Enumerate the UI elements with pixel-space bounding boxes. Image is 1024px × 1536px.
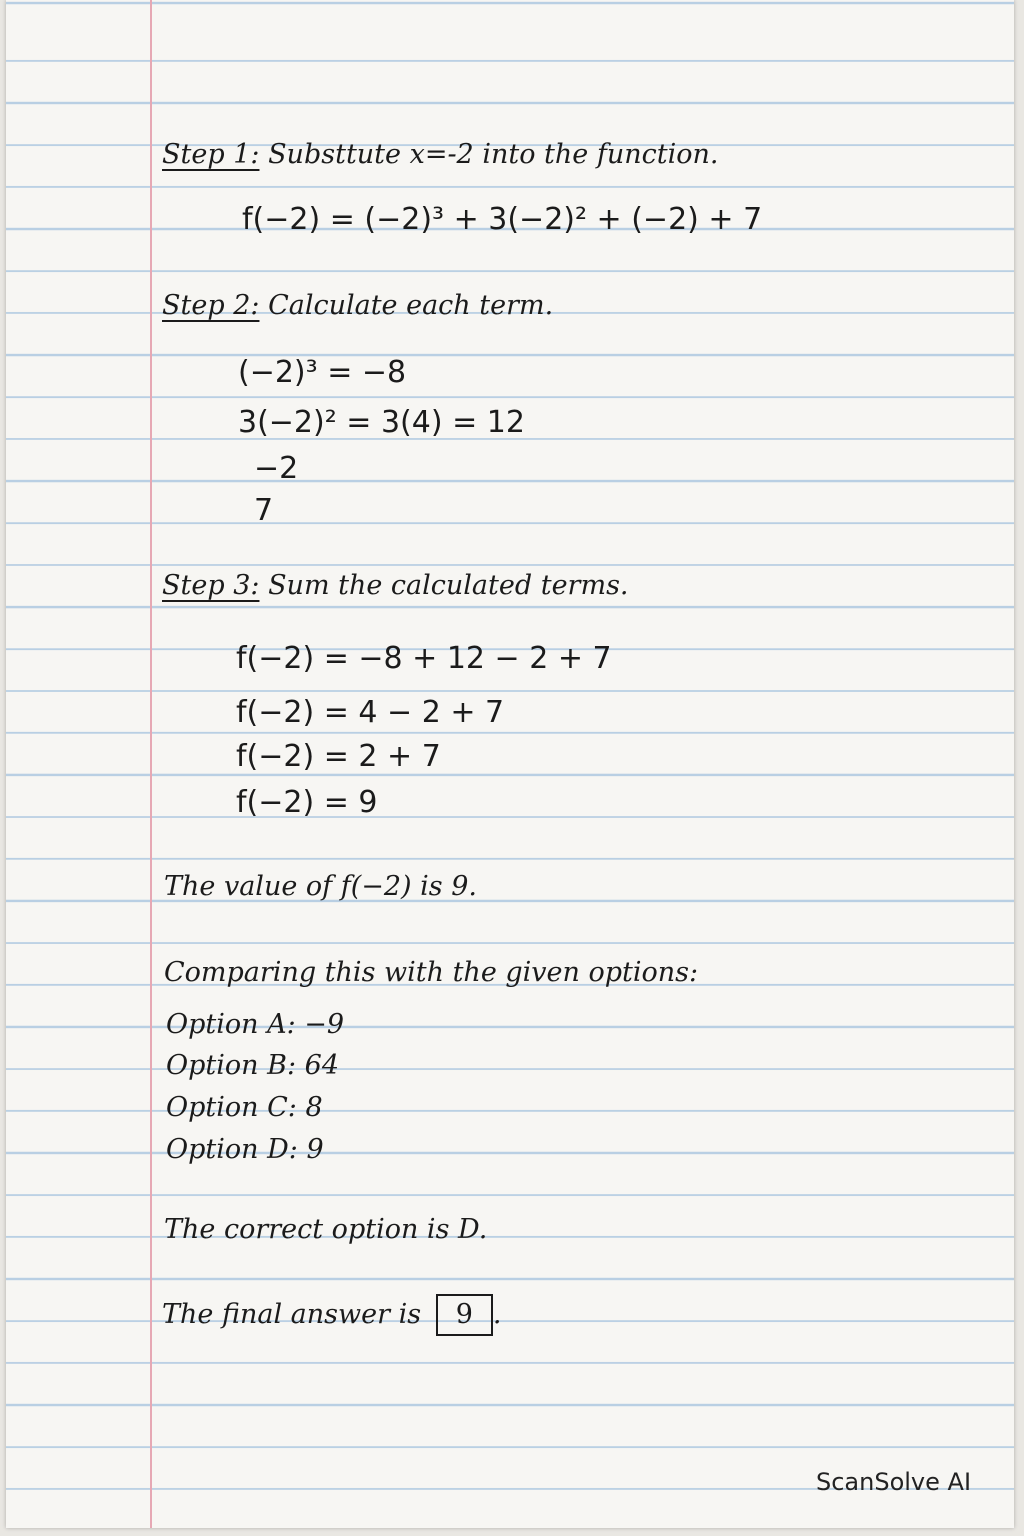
step2-line-2: 3(−2)² = 3(4) = 12 [238, 405, 525, 440]
comparing-text: Comparing this with the given options: [164, 957, 699, 988]
step1-label: Step 1: [162, 139, 260, 170]
step2-heading [162, 289, 553, 323]
step1-text: Substtute x=-2 into the function. [268, 139, 719, 170]
step2-line-3: −2 [254, 451, 299, 486]
option-a: Option A: −9 [166, 1009, 345, 1040]
option-d: Option D: 9 [166, 1134, 324, 1165]
step1-equation: f(−2) = (−2)³ + 3(−2)² + (−2) + 7 [242, 202, 763, 237]
correct-option: The correct option is D. [164, 1214, 488, 1245]
option-c: Option C: 8 [166, 1092, 323, 1123]
brand-watermark: ScanSolve AI [816, 1468, 972, 1496]
step2-line-1: (−2)³ = −8 [238, 355, 407, 390]
step3-line-3: f(−2) = 2 + 7 [236, 739, 441, 774]
step2-label: Step 2: [162, 290, 260, 321]
final-prefix: The final answer is [162, 1299, 422, 1330]
notebook-page [6, 0, 1014, 1528]
step2-line-4: 7 [254, 493, 274, 528]
step3-text: Sum the calculated terms. [268, 570, 629, 601]
step1-heading [162, 138, 718, 172]
step3-line-1: f(−2) = −8 + 12 − 2 + 7 [236, 641, 612, 676]
step3-label: Step 3: [162, 570, 260, 601]
margin-line [150, 0, 152, 1528]
step3-heading [162, 569, 629, 603]
value-statement: The value of f(−2) is 9. [164, 871, 478, 902]
step3-line-4: f(−2) = 9 [236, 785, 378, 820]
final-suffix: . [492, 1299, 502, 1330]
step2-text: Calculate each term. [268, 290, 554, 321]
answer-box: 9 [436, 1294, 493, 1336]
option-b: Option B: 64 [166, 1050, 340, 1081]
final-answer [162, 1294, 501, 1336]
step3-line-2: f(−2) = 4 − 2 + 7 [236, 695, 505, 730]
